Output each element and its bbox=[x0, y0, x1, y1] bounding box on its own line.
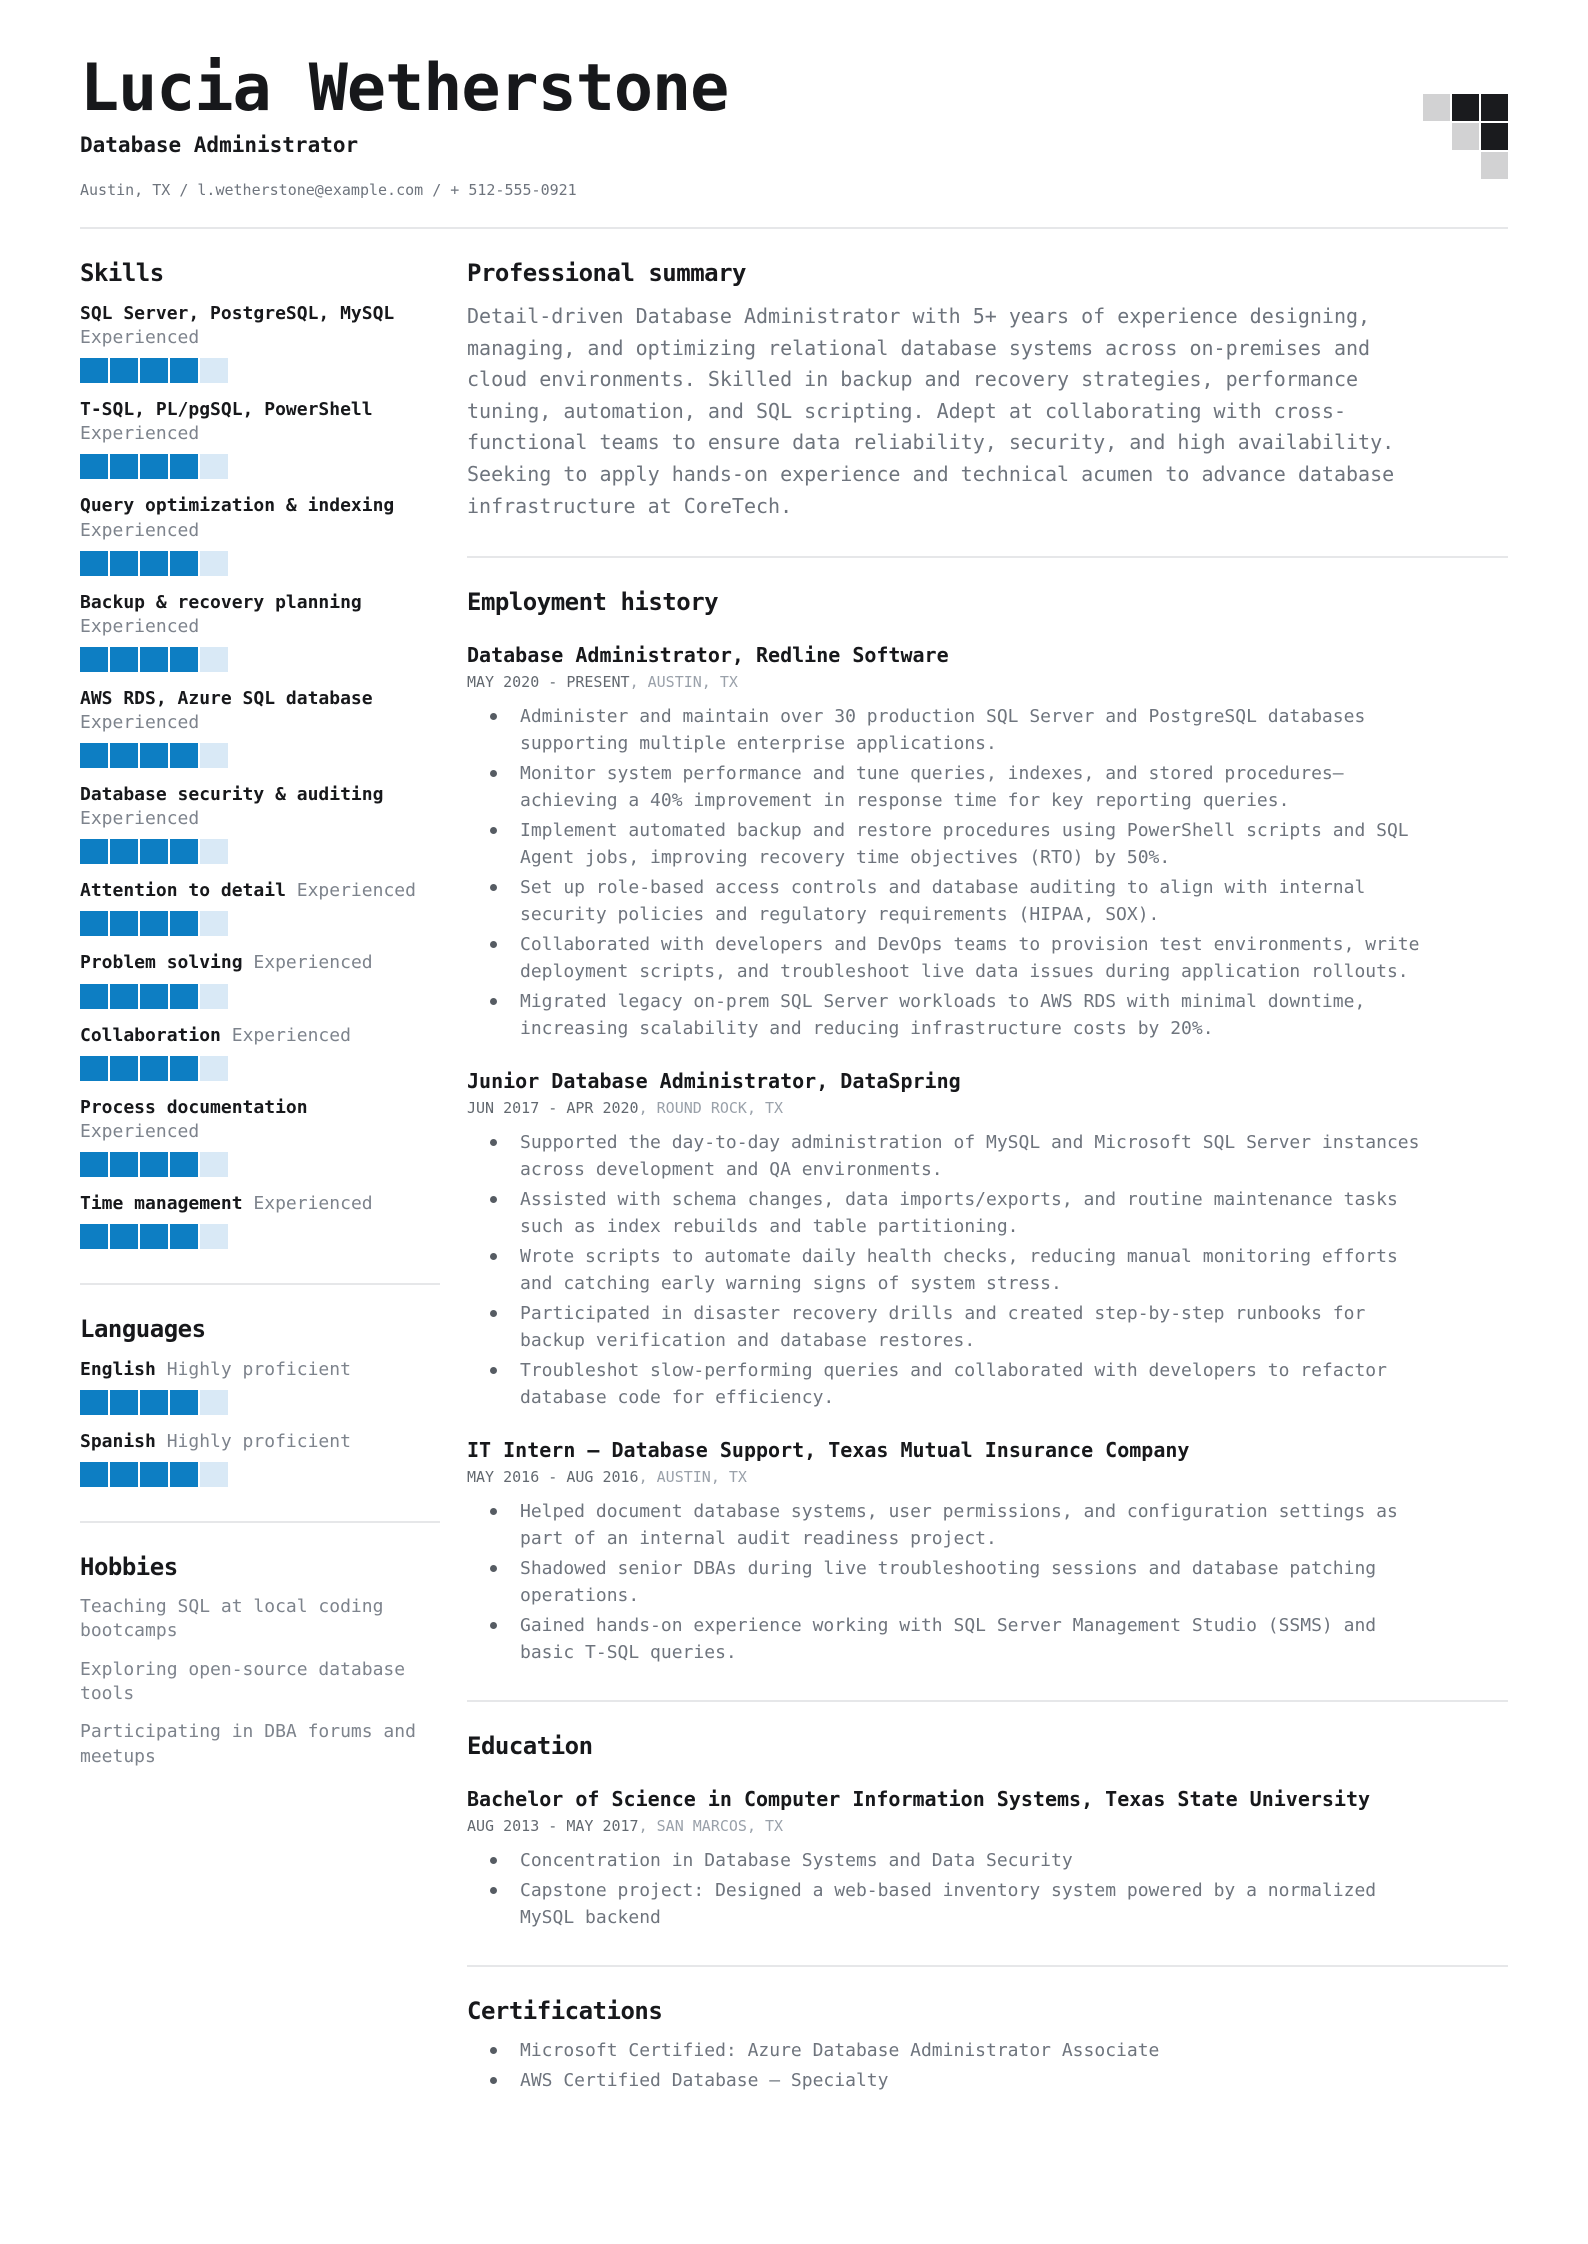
bar-segment-empty bbox=[200, 1152, 228, 1177]
bar-segment-filled bbox=[140, 454, 168, 479]
skill-level: Experienced bbox=[80, 519, 200, 541]
skill-rating-bar bbox=[80, 984, 440, 1009]
job-bullets bbox=[467, 1498, 1508, 1666]
skill-rating-bar bbox=[80, 1462, 440, 1487]
bar-segment-empty bbox=[200, 743, 228, 768]
main-divider bbox=[467, 1965, 1508, 1967]
bullet-item: Participated in disaster recovery drills and created step-by-step runbooks for backup verification and database restores. bbox=[467, 1300, 1431, 1354]
skill-label: English bbox=[80, 1358, 156, 1380]
hobby-item: Teaching SQL at local coding bootcamps bbox=[80, 1596, 384, 1642]
bar-segment-filled bbox=[140, 1152, 168, 1177]
skill-rating-bar bbox=[80, 743, 440, 768]
bar-segment-filled bbox=[80, 839, 108, 864]
contact-line: Austin, TX / l.wetherstone@example.com / + 512-555-0921 bbox=[80, 181, 577, 199]
bar-segment-filled bbox=[170, 1152, 198, 1177]
hobbies-section bbox=[80, 1553, 440, 1769]
certifications-heading: Certifications bbox=[467, 1997, 663, 2026]
skill-label: AWS RDS, Azure SQL database bbox=[80, 687, 373, 709]
bullet-item: Collaborated with developers and DevOps teams to provision test environments, write deployment scripts, and troubleshoot live data issues during application rollouts. bbox=[467, 931, 1431, 985]
skill-label: Attention to detail bbox=[80, 880, 286, 902]
bar-segment-filled bbox=[140, 647, 168, 672]
job-dates: JUN 2017 - APR 2020 bbox=[467, 1099, 639, 1118]
bar-segment-filled bbox=[110, 743, 138, 768]
bar-segment-filled bbox=[170, 358, 198, 383]
job-entry bbox=[467, 642, 1508, 1042]
skill-item bbox=[80, 687, 440, 768]
bar-segment-filled bbox=[80, 358, 108, 383]
hobbies-heading: Hobbies bbox=[80, 1553, 178, 1582]
bar-segment-filled bbox=[80, 1056, 108, 1081]
skill-item bbox=[80, 1096, 440, 1177]
pixel-squares-logo-icon bbox=[1423, 94, 1508, 179]
sidebar bbox=[80, 229, 440, 1769]
job-title: Junior Database Administrator, DataSpring bbox=[467, 1069, 961, 1094]
bullet-item: Set up role-based access controls and database auditing to align with internal security policies and regulatory requirements (HIPAA, SOX). bbox=[467, 874, 1431, 928]
bar-segment-filled bbox=[80, 984, 108, 1009]
skills-heading: Skills bbox=[80, 259, 164, 287]
skill-item bbox=[80, 398, 440, 479]
skill-item bbox=[80, 1192, 440, 1249]
job-title: Bachelor of Science in Computer Information Systems, Texas State University bbox=[467, 1787, 1371, 1812]
job-title: Database Administrator, Redline Software bbox=[467, 643, 949, 668]
hobbies-list bbox=[80, 1595, 440, 1769]
education-heading: Education bbox=[467, 1732, 593, 1761]
education-section bbox=[467, 1732, 1508, 1931]
job-meta bbox=[467, 1099, 1508, 1117]
job-location: , SAN MARCOS, TX bbox=[638, 1817, 784, 1836]
bar-segment-filled bbox=[170, 743, 198, 768]
bar-segment-empty bbox=[200, 454, 228, 479]
bar-segment-empty bbox=[200, 984, 228, 1009]
skill-label: Time management bbox=[80, 1192, 243, 1214]
bar-segment-filled bbox=[170, 839, 198, 864]
logo-cell-black bbox=[1452, 94, 1479, 121]
person-name: Lucia Wetherstone bbox=[80, 51, 729, 126]
bar-segment-filled bbox=[140, 984, 168, 1009]
bar-segment-filled bbox=[170, 911, 198, 936]
skill-level: Experienced bbox=[80, 1120, 200, 1142]
bar-segment-filled bbox=[80, 454, 108, 479]
skill-level: Highly proficient bbox=[166, 1358, 351, 1380]
bar-segment-empty bbox=[200, 1224, 228, 1249]
bar-segment-filled bbox=[110, 1224, 138, 1249]
bar-segment-filled bbox=[140, 1462, 168, 1487]
skill-label: Process documentation bbox=[80, 1096, 308, 1118]
skill-label: SQL Server, PostgreSQL, MySQL bbox=[80, 303, 395, 324]
bullet-item: Administer and maintain over 30 production SQL Server and PostgreSQL databases supporting multiple enterprise applications. bbox=[467, 703, 1431, 757]
bar-segment-empty bbox=[200, 1462, 228, 1487]
job-meta bbox=[467, 673, 1508, 691]
bar-segment-filled bbox=[170, 984, 198, 1009]
bullet-item: Assisted with schema changes, data imports/exports, and routine maintenance tasks such as index rebuilds and table partitioning. bbox=[467, 1186, 1431, 1240]
bar-segment-filled bbox=[110, 647, 138, 672]
languages-section bbox=[80, 1315, 440, 1487]
job-title: IT Intern – Database Support, Texas Mutual Insurance Company bbox=[467, 1438, 1190, 1463]
job-location: , ROUND ROCK, TX bbox=[638, 1099, 784, 1118]
bullet-item: Shadowed senior DBAs during live troubleshooting sessions and database patching operations. bbox=[467, 1555, 1431, 1609]
bar-segment-filled bbox=[170, 1056, 198, 1081]
logo-cell-empty bbox=[1423, 123, 1450, 150]
logo-cell-gray bbox=[1481, 152, 1508, 179]
bullet-item: Supported the day-to-day administration of MySQL and Microsoft SQL Server instances across development and QA environments. bbox=[467, 1129, 1431, 1183]
skill-level: Experienced bbox=[80, 808, 200, 830]
skill-item bbox=[80, 494, 440, 575]
bar-segment-filled bbox=[110, 839, 138, 864]
bar-segment-filled bbox=[110, 984, 138, 1009]
bullet-item: Monitor system performance and tune queries, indexes, and stored procedures—achieving a 40% improvement in response time for key reporting queries. bbox=[467, 760, 1431, 814]
bar-segment-filled bbox=[80, 1224, 108, 1249]
skill-item bbox=[80, 591, 440, 672]
skill-level: Experienced bbox=[80, 327, 200, 349]
bar-segment-filled bbox=[80, 1152, 108, 1177]
skill-level: Experienced bbox=[231, 1024, 351, 1046]
bar-segment-filled bbox=[80, 647, 108, 672]
job-meta bbox=[467, 1468, 1508, 1486]
logo-cell-empty bbox=[1452, 152, 1479, 179]
bar-segment-filled bbox=[140, 743, 168, 768]
job-dates: MAY 2016 - AUG 2016 bbox=[467, 1468, 639, 1487]
skill-level: Experienced bbox=[296, 880, 416, 902]
bar-segment-empty bbox=[200, 1056, 228, 1081]
logo-cell-empty bbox=[1423, 152, 1450, 179]
bullet-item: Migrated legacy on-prem SQL Server workloads to AWS RDS with minimal downtime, increasing scalability and reducing infrastructure costs by 20%. bbox=[467, 988, 1431, 1042]
bar-segment-filled bbox=[140, 358, 168, 383]
job-location: , AUSTIN, TX bbox=[638, 1468, 747, 1487]
job-dates: MAY 2020 - PRESENT bbox=[467, 673, 630, 692]
bar-segment-filled bbox=[110, 911, 138, 936]
job-entry bbox=[467, 1068, 1508, 1411]
logo-cell-gray bbox=[1423, 94, 1450, 121]
bar-segment-filled bbox=[140, 911, 168, 936]
language-item bbox=[80, 1358, 440, 1415]
skill-rating-bar bbox=[80, 551, 440, 576]
employment-heading: Employment history bbox=[467, 588, 719, 617]
bar-segment-filled bbox=[80, 551, 108, 576]
bar-segment-empty bbox=[200, 1390, 228, 1415]
skill-level: Experienced bbox=[253, 1192, 373, 1214]
skill-label: Backup & recovery planning bbox=[80, 591, 362, 613]
bar-segment-filled bbox=[140, 1224, 168, 1249]
header bbox=[80, 51, 1508, 199]
bullet-item: Troubleshot slow-performing queries and collaborated with developers to refactor database code for efficiency. bbox=[467, 1357, 1431, 1411]
bar-segment-filled bbox=[110, 358, 138, 383]
certifications-section bbox=[467, 1997, 1508, 2094]
employment-section bbox=[467, 588, 1508, 1666]
bar-segment-empty bbox=[200, 647, 228, 672]
skill-item bbox=[80, 951, 440, 1008]
languages-heading: Languages bbox=[80, 1314, 206, 1343]
job-entry bbox=[467, 1437, 1508, 1666]
bar-segment-filled bbox=[170, 454, 198, 479]
skills-section bbox=[80, 259, 440, 1249]
hobby-item: Exploring open-source database tools bbox=[80, 1658, 406, 1705]
jobs-list bbox=[467, 642, 1508, 1666]
bar-segment-empty bbox=[200, 551, 228, 576]
skill-label: Spanish bbox=[80, 1431, 156, 1453]
bar-segment-filled bbox=[110, 1152, 138, 1177]
person-job-title: Database Administrator bbox=[80, 133, 359, 157]
skill-level: Highly proficient bbox=[166, 1431, 351, 1453]
skill-item bbox=[80, 1024, 440, 1081]
bullet-item: Wrote scripts to automate daily health checks, reducing manual monitoring efforts and catching early warning signs of system stress. bbox=[467, 1243, 1431, 1297]
skill-item bbox=[80, 302, 440, 383]
skill-level: Experienced bbox=[80, 711, 200, 733]
job-dates: AUG 2013 - MAY 2017 bbox=[467, 1817, 639, 1836]
bar-segment-filled bbox=[140, 1056, 168, 1081]
bar-segment-filled bbox=[110, 551, 138, 576]
bullet-item: Implement automated backup and restore procedures using PowerShell scripts and SQL Agent jobs, improving recovery time objectives (RTO) by 50%. bbox=[467, 817, 1431, 871]
job-bullets bbox=[467, 703, 1508, 1042]
skill-rating-bar bbox=[80, 839, 440, 864]
skill-rating-bar bbox=[80, 1224, 440, 1249]
bar-segment-filled bbox=[80, 911, 108, 936]
header-identity bbox=[80, 51, 729, 199]
skill-item bbox=[80, 879, 440, 936]
skill-rating-bar bbox=[80, 1152, 440, 1177]
summary-heading: Professional summary bbox=[467, 259, 746, 287]
language-item bbox=[80, 1430, 440, 1487]
bar-segment-filled bbox=[140, 839, 168, 864]
skill-rating-bar bbox=[80, 358, 440, 383]
certifications-list bbox=[467, 2037, 1508, 2094]
skill-label: Problem solving bbox=[80, 952, 243, 974]
bar-segment-filled bbox=[110, 1390, 138, 1415]
skill-item bbox=[80, 783, 440, 864]
bar-segment-empty bbox=[200, 839, 228, 864]
bar-segment-filled bbox=[140, 551, 168, 576]
bar-segment-filled bbox=[110, 454, 138, 479]
bar-segment-empty bbox=[200, 911, 228, 936]
job-bullets bbox=[467, 1847, 1508, 1931]
skill-rating-bar bbox=[80, 454, 440, 479]
bar-segment-filled bbox=[170, 1462, 198, 1487]
bar-segment-filled bbox=[170, 551, 198, 576]
summary-text: Detail-driven Database Administrator with 5+ years of experience designing, managing, and optimizing relational database systems across on-premises and cloud environments. Skilled in backup and recovery strategies, performance tuning, automation, and SQL scripting. Adept at collaborating with cross-functional teams to ensure data reliability, security, and high availability. Seeking to apply hands-on experience and technical acumen to advance database infrastructure at CoreTech. bbox=[467, 304, 1395, 518]
sidebar-divider bbox=[80, 1283, 440, 1285]
logo-cell-gray bbox=[1452, 123, 1479, 150]
skills-list bbox=[80, 302, 440, 1249]
job-meta bbox=[467, 1817, 1508, 1835]
bar-segment-filled bbox=[170, 647, 198, 672]
sidebar-divider bbox=[80, 1521, 440, 1523]
bar-segment-filled bbox=[110, 1056, 138, 1081]
content-columns bbox=[80, 229, 1508, 2094]
bar-segment-filled bbox=[170, 1224, 198, 1249]
job-location: , AUSTIN, TX bbox=[629, 673, 738, 692]
bar-segment-empty bbox=[200, 358, 228, 383]
bullet-item: AWS Certified Database – Specialty bbox=[467, 2067, 1431, 2094]
main-divider bbox=[467, 1700, 1508, 1702]
hobby-item: Participating in DBA forums and meetups bbox=[80, 1721, 416, 1767]
skill-rating-bar bbox=[80, 1056, 440, 1081]
main-content bbox=[440, 229, 1508, 2094]
bullet-item: Concentration in Database Systems and Data Security bbox=[467, 1847, 1431, 1874]
bar-segment-filled bbox=[80, 1390, 108, 1415]
skill-rating-bar bbox=[80, 1390, 440, 1415]
bar-segment-filled bbox=[110, 1462, 138, 1487]
logo-cell-black bbox=[1481, 123, 1508, 150]
bullet-item: Capstone project: Designed a web-based inventory system powered by a normalized MySQL backend bbox=[467, 1877, 1431, 1931]
bullet-item: Microsoft Certified: Azure Database Administrator Associate bbox=[467, 2037, 1431, 2064]
bar-segment-filled bbox=[80, 1462, 108, 1487]
education-entry bbox=[467, 1786, 1508, 1931]
bullet-item: Helped document database systems, user permissions, and configuration settings as part of an internal audit readiness project. bbox=[467, 1498, 1431, 1552]
logo-cell-black bbox=[1481, 94, 1508, 121]
bullet-item: Gained hands-on experience working with SQL Server Management Studio (SSMS) and basic T-SQL queries. bbox=[467, 1612, 1431, 1666]
main-divider bbox=[467, 556, 1508, 558]
skill-rating-bar bbox=[80, 911, 440, 936]
bar-segment-filled bbox=[80, 743, 108, 768]
summary-section bbox=[467, 259, 1508, 522]
bar-segment-filled bbox=[170, 1390, 198, 1415]
skill-label: Query optimization & indexing bbox=[80, 495, 395, 517]
skill-label: Database security & auditing bbox=[80, 784, 384, 806]
skill-level: Experienced bbox=[80, 423, 200, 445]
job-bullets bbox=[467, 1129, 1508, 1411]
skill-label: Collaboration bbox=[80, 1024, 221, 1046]
languages-list bbox=[80, 1358, 440, 1487]
skill-label: T-SQL, PL/pgSQL, PowerShell bbox=[80, 399, 373, 421]
skill-level: Experienced bbox=[80, 615, 200, 637]
skill-rating-bar bbox=[80, 647, 440, 672]
skill-level: Experienced bbox=[253, 952, 373, 974]
bar-segment-filled bbox=[140, 1390, 168, 1415]
education-list bbox=[467, 1786, 1508, 1931]
